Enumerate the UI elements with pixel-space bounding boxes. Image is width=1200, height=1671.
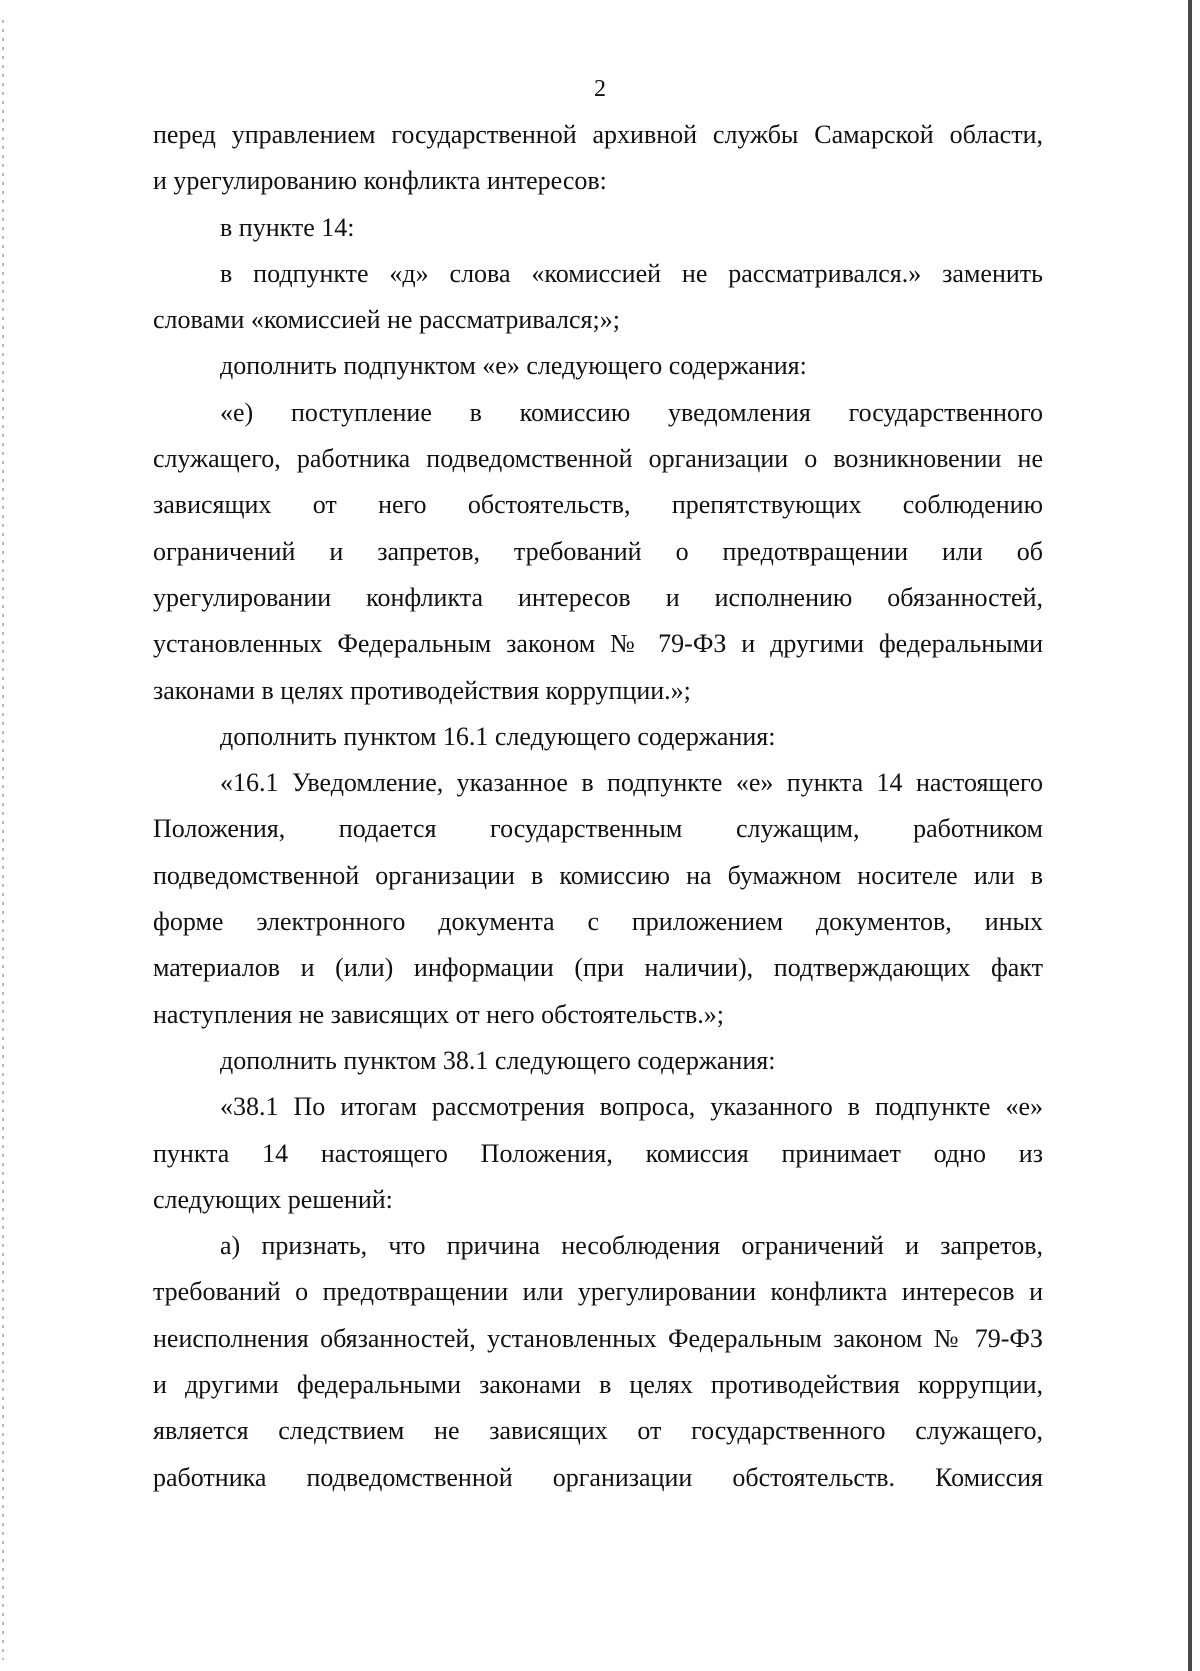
text-line: законами в целях противодействия коррупции.»; bbox=[153, 675, 691, 705]
text-line: следующих решений: bbox=[153, 1184, 393, 1214]
text-line: пункта 14 настоящего Положения, комиссия принимает одно из bbox=[153, 1138, 1043, 1168]
text-line: дополнить пунктом 38.1 следующего содержания: bbox=[220, 1045, 776, 1075]
text-line: наступления не зависящих от него обстоятельств.»; bbox=[153, 999, 724, 1029]
scan-edge-left bbox=[2, 20, 4, 1660]
text-line: «е) поступление в комиссию уведомления государственного bbox=[220, 397, 1043, 427]
page-number: 2 bbox=[594, 76, 606, 102]
text-line: и другими федеральными законами в целях противодействия коррупции, bbox=[153, 1370, 1043, 1400]
text-line: зависящих от него обстоятельств, препятствующих соблюдению bbox=[153, 490, 1043, 520]
text-line: словами «комиссией не рассматривался;»; bbox=[153, 305, 620, 335]
text-line: подведомственной организации в комиссию на бумажном носителе или в bbox=[153, 860, 1043, 890]
text-line: неисполнения обязанностей, установленных Федеральным законом № 79-ФЗ bbox=[153, 1323, 1043, 1353]
text-line: дополнить пунктом 16.1 следующего содержания: bbox=[220, 721, 776, 751]
text-line: дополнить подпунктом «е» следующего содержания: bbox=[220, 351, 807, 381]
text-line: требований о предотвращении или урегулировании конфликта интересов и bbox=[153, 1277, 1043, 1307]
text-line: а) признать, что причина несоблюдения ограничений и запретов, bbox=[220, 1231, 1043, 1261]
text-line: работника подведомственной организации обстоятельств. Комиссия bbox=[153, 1462, 1043, 1492]
text-line: Положения, подается государственным служащим, работником bbox=[153, 814, 1043, 844]
text-line: в подпункте «д» слова «комиссией не рассматривался.» заменить bbox=[220, 258, 1043, 288]
text-line: «16.1 Уведомление, указанное в подпункте «е» пункта 14 настоящего bbox=[220, 768, 1043, 798]
text-line: «38.1 По итогам рассмотрения вопроса, указанного в подпункте «е» bbox=[220, 1092, 1043, 1122]
text-line: установленных Федеральным законом № 79-ФЗ и другими федеральными bbox=[153, 629, 1043, 659]
text-line: форме электронного документа с приложением документов, иных bbox=[153, 907, 1043, 937]
text-line: и урегулированию конфликта интересов: bbox=[153, 166, 607, 196]
document-body bbox=[153, 112, 1043, 1501]
text-line: ограничений и запретов, требований о предотвращении или об bbox=[153, 536, 1043, 566]
text-line: в пункте 14: bbox=[220, 212, 355, 242]
text-line: материалов и (или) информации (при наличии), подтверждающих факт bbox=[153, 953, 1043, 983]
text-line: перед управлением государственной архивной службы Самарской области, bbox=[153, 120, 1043, 149]
text-line: урегулировании конфликта интересов и исполнению обязанностей, bbox=[153, 582, 1043, 612]
text-line: служащего, работника подведомственной организации о возникновении не bbox=[153, 444, 1043, 474]
scan-edge-right bbox=[1188, 0, 1192, 1671]
text-line: является следствием не зависящих от государственного служащего, bbox=[153, 1416, 1043, 1446]
